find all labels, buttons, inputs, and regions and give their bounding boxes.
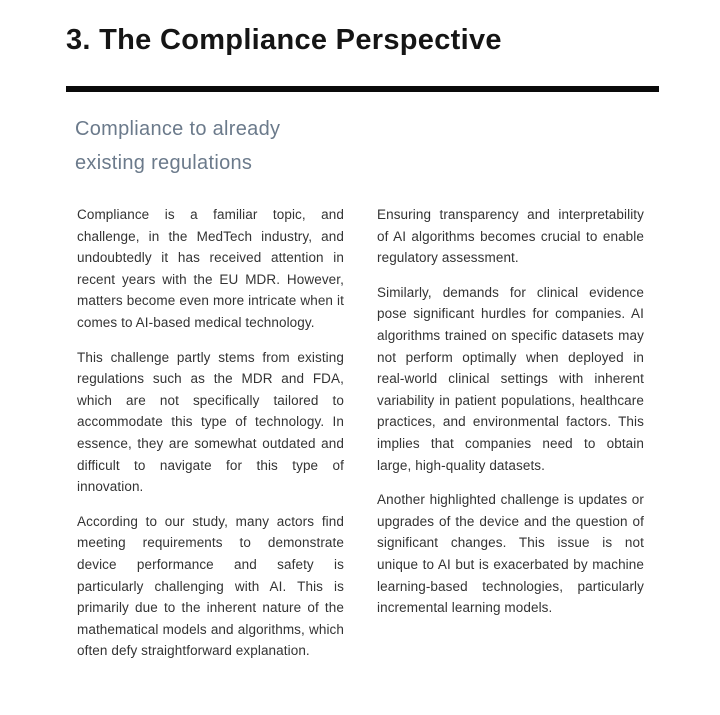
title-divider-rule (66, 86, 659, 92)
right-column (377, 204, 644, 662)
paragraph-left-1: Compliance is a familiar topic, and challenge, in the MedTech industry, and undoubtedly it has received attention in recent years with the EU MDR. However, matters become even more intricate when it comes to AI-based medical technology. (77, 207, 344, 330)
subsection-heading (75, 112, 280, 180)
subsection-heading-line-2: existing regulations (75, 152, 253, 174)
subsection-heading-line-1: Compliance to already (75, 118, 281, 140)
paragraph-right-3: Another highlighted challenge is updates or upgrades of the device and the question of significant changes. This issue is not unique to AI but is exacerbated by machine learning-based technologies, particularly incremental learning models. (377, 492, 644, 616)
paragraph-left-3: According to our study, many actors find meeting requirements to demonstrate device performance and safety is particularly challenging with AI. This is primarily due to the inherent nature of the mathematical models and algorithms, which often defy straightforward explanation. (77, 513, 344, 659)
paragraph-left-2: This challenge partly stems from existing regulations such as the MDR and FDA, which are not specifically tailored to accommodate this type of technology. In essence, they are somewhat outdated and difficult to navigate for this type of innovation. (77, 349, 344, 495)
section-title: 3. The Compliance Perspective (66, 24, 502, 56)
left-column (77, 204, 344, 662)
body-columns (77, 204, 644, 662)
paragraph-right-2: Similarly, demands for clinical evidence pose significant hurdles for companies. AI algorithms trained on specific datasets may not perform optimally when deployed in real-world clinical settings with inherent variability in patient populations, healthcare practices, and environmental factors. This implies that companies need to obtain large, high-quality datasets. (377, 284, 644, 473)
paragraph-right-1: Ensuring transparency and interpretability of AI algorithms becomes crucial to enable regulatory assessment. (377, 207, 644, 266)
